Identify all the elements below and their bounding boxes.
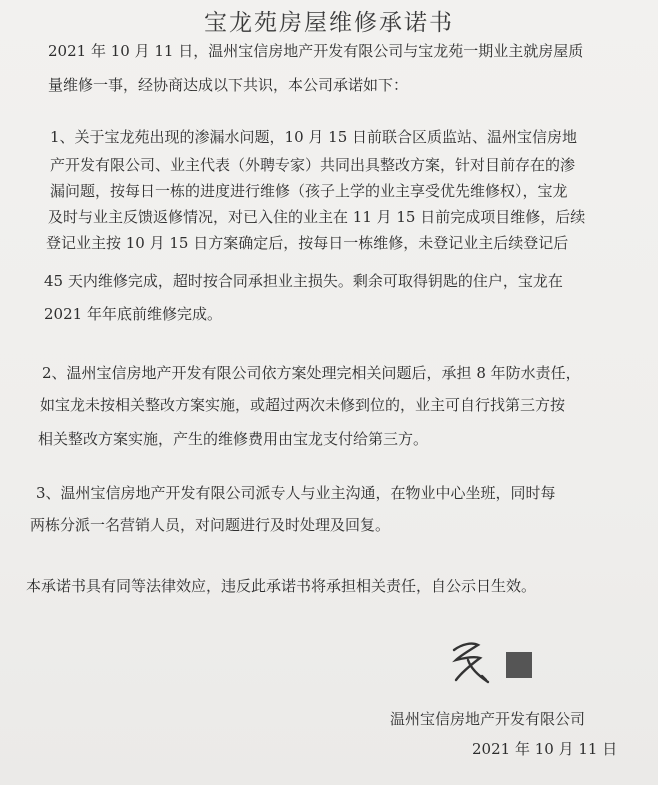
item2-line: 相关整改方案实施，产生的维修费用由宝龙支付给第三方。 <box>38 430 429 448</box>
document-title: 宝龙苑房屋维修承诺书 <box>204 10 454 36</box>
signature-date: 2021 年 10 月 11 日 <box>472 740 618 758</box>
item3-line: 3、温州宝信房地产开发有限公司派专人与业主沟通，在物业中心坐班，同时每 <box>36 484 556 502</box>
item2-line: 2、温州宝信房地产开发有限公司依方案处理完相关问题后，承担 8 年防水责任， <box>42 364 581 382</box>
intro-line: 量维修一事，经协商达成以下共识，本公司承诺如下： <box>48 76 409 94</box>
item1-line: 漏问题，按每日一栋的进度进行维修（孩子上学的业主享受优先维修权），宝龙 <box>50 182 568 200</box>
item1-line: 登记业主按 10 月 15 日方案确定后，按每日一栋维修，未登记业主后续登记后 <box>46 234 569 252</box>
signature-mark <box>448 636 494 686</box>
closing-statement: 本承诺书具有同等法律效应，违反此承诺书将承担相关责任，自公示日生效。 <box>26 577 537 595</box>
redaction-block <box>506 652 532 678</box>
item1-line: 产开发有限公司、业主代表（外聘专家）共同出具整改方案，针对目前存在的渗 <box>50 156 576 174</box>
item1-line: 45 天内维修完成，超时按合同承担业主损失。剩余可取得钥匙的住户，宝龙在 <box>44 272 563 290</box>
company-signature: 温州宝信房地产开发有限公司 <box>390 710 586 728</box>
item1-line: 2021 年年底前维修完成。 <box>44 305 222 323</box>
item1-line: 及时与业主反馈返修情况，对已入住的业主在 11 月 15 日前完成项目维修，后续 <box>48 208 586 226</box>
item2-line: 如宝龙未按相关整改方案实施，或超过两次未修到位的，业主可自行找第三方按 <box>40 396 566 414</box>
intro-line: 2021 年 10 月 11 日，温州宝信房地产开发有限公司与宝龙苑一期业主就房屋质 <box>48 42 584 60</box>
item3-line: 两栋分派一名营销人员，对问题进行及时处理及回复。 <box>30 516 391 534</box>
item1-line: 1、关于宝龙苑出现的渗漏水问题，10 月 15 日前联合区质监站、温州宝信房地 <box>50 128 578 146</box>
